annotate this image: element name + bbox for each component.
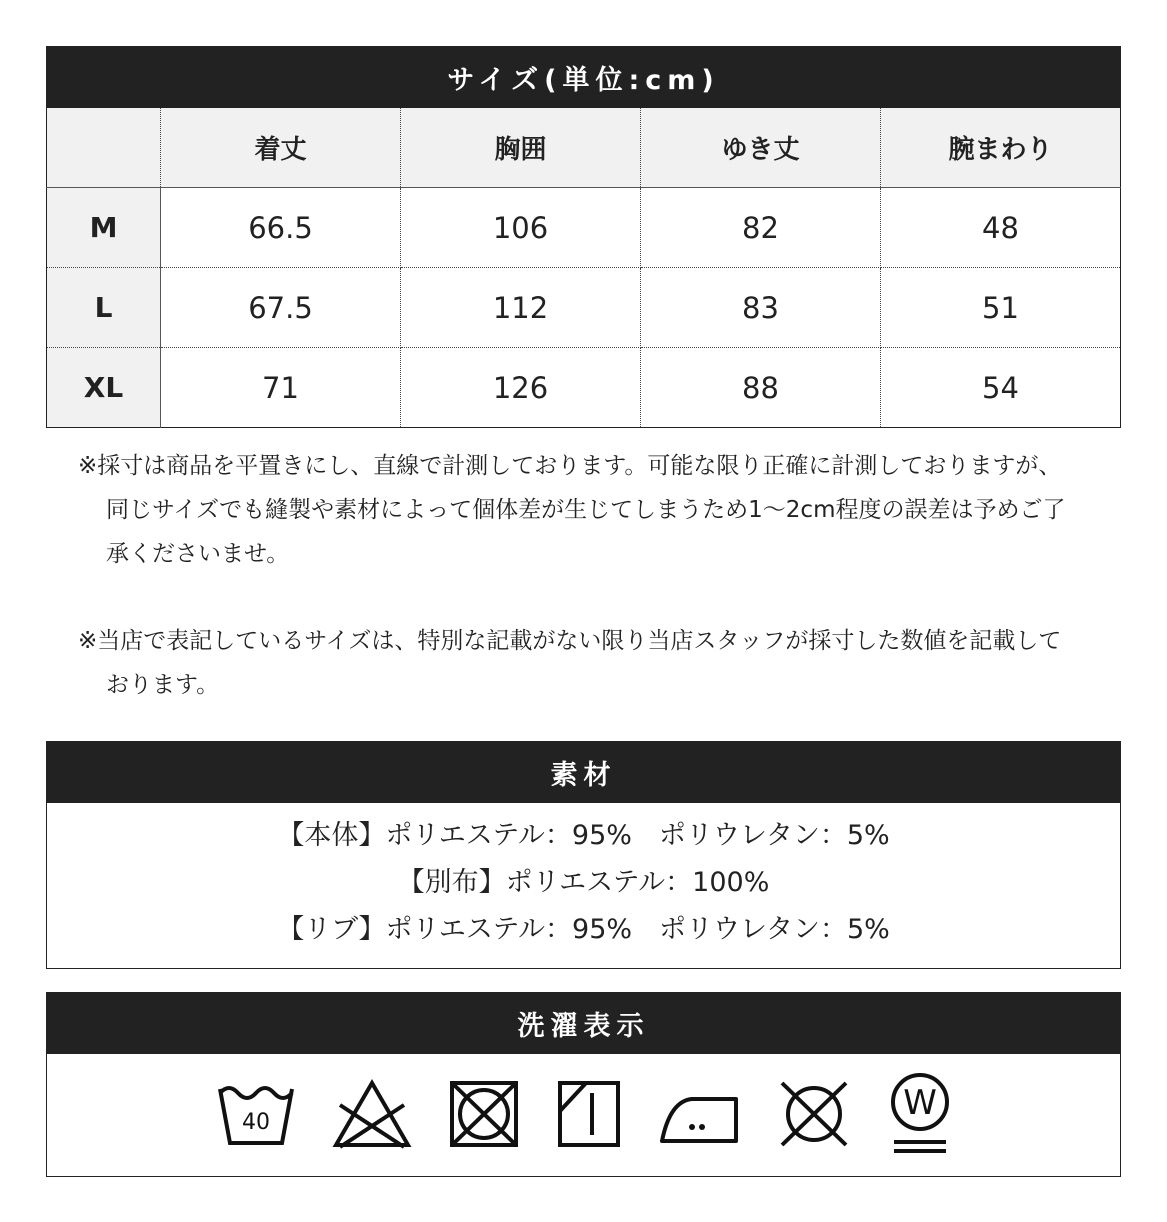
- table-cell: 106: [401, 188, 641, 268]
- size-section-title: サイズ(単位:cm): [447, 64, 720, 96]
- measurement-note: [78, 444, 1078, 576]
- column-header-chest: 胸囲: [401, 108, 641, 188]
- size-notation-note: [78, 619, 1078, 707]
- table-cell: 126: [401, 348, 641, 428]
- laundry-section-title: 洗濯表示: [517, 1010, 650, 1042]
- note-text: ※採寸は商品を平置きにし、直線で計測しております。可能な限り正確に計測しておりますが、同じサイズでも縫製や素材によって個体差が生じてしまうため1～2cm程度の誤差は予めご了承くださいませ。: [78, 453, 1066, 567]
- column-header-length: 着丈: [161, 108, 401, 188]
- material-section-title: 素材: [550, 759, 617, 791]
- material-lines: [47, 803, 1120, 953]
- no-dry-clean-icon: [776, 1079, 852, 1149]
- column-header-corner: [47, 108, 161, 188]
- table-cell: 54: [982, 370, 1019, 405]
- table-cell: 112: [401, 268, 641, 348]
- material-line-body: 【本体】ポリエステル：95% ポリウレタン：5%: [277, 820, 890, 851]
- table-row: [47, 268, 1121, 348]
- material-line-rib: 【リブ】ポリエステル：95% ポリウレタン：5%: [277, 914, 890, 945]
- wet-clean-mild-icon: [888, 1072, 952, 1156]
- laundry-box: [46, 1054, 1121, 1177]
- table-cell: 51: [881, 268, 1121, 348]
- wash-tub-40-icon: [216, 1079, 296, 1149]
- table-cell: 71: [161, 348, 401, 428]
- wash-temp-label: 40: [241, 1110, 270, 1135]
- table-row: [47, 348, 1121, 428]
- column-header-arm-circumference: 腕まわり: [881, 108, 1121, 188]
- note-text: ※当店で表記しているサイズは、特別な記載がない限り当店スタッフが採寸した数値を記載しております。: [78, 628, 1062, 698]
- size-label: M: [47, 188, 161, 268]
- wet-clean-letter: W: [902, 1083, 937, 1123]
- table-row: [47, 188, 1121, 268]
- material-box: [46, 803, 1121, 969]
- column-header-sleeve-length: ゆき丈: [641, 108, 881, 188]
- size-table: [46, 108, 1121, 428]
- table-cell: 48: [881, 188, 1121, 268]
- size-table-header-row: [47, 108, 1121, 188]
- size-label: XL: [47, 348, 161, 428]
- table-cell: 66.5: [161, 188, 401, 268]
- line-dry-shade-icon: [556, 1079, 622, 1149]
- table-cell: 82: [641, 188, 881, 268]
- table-cell: 67.5: [161, 268, 401, 348]
- table-cell: 83: [641, 268, 881, 348]
- no-bleach-icon: [332, 1079, 412, 1149]
- material-line-contrast: 【別布】ポリエステル：100%: [397, 867, 770, 898]
- iron-low-icon: [658, 1079, 740, 1149]
- laundry-icons: [47, 1054, 1120, 1174]
- no-tumble-dry-icon: [448, 1079, 520, 1149]
- laundry-section-header: [46, 992, 1121, 1054]
- size-section-header: [46, 46, 1121, 108]
- table-cell: 88: [641, 348, 881, 428]
- size-label: L: [47, 268, 161, 348]
- material-section-header: [46, 741, 1121, 803]
